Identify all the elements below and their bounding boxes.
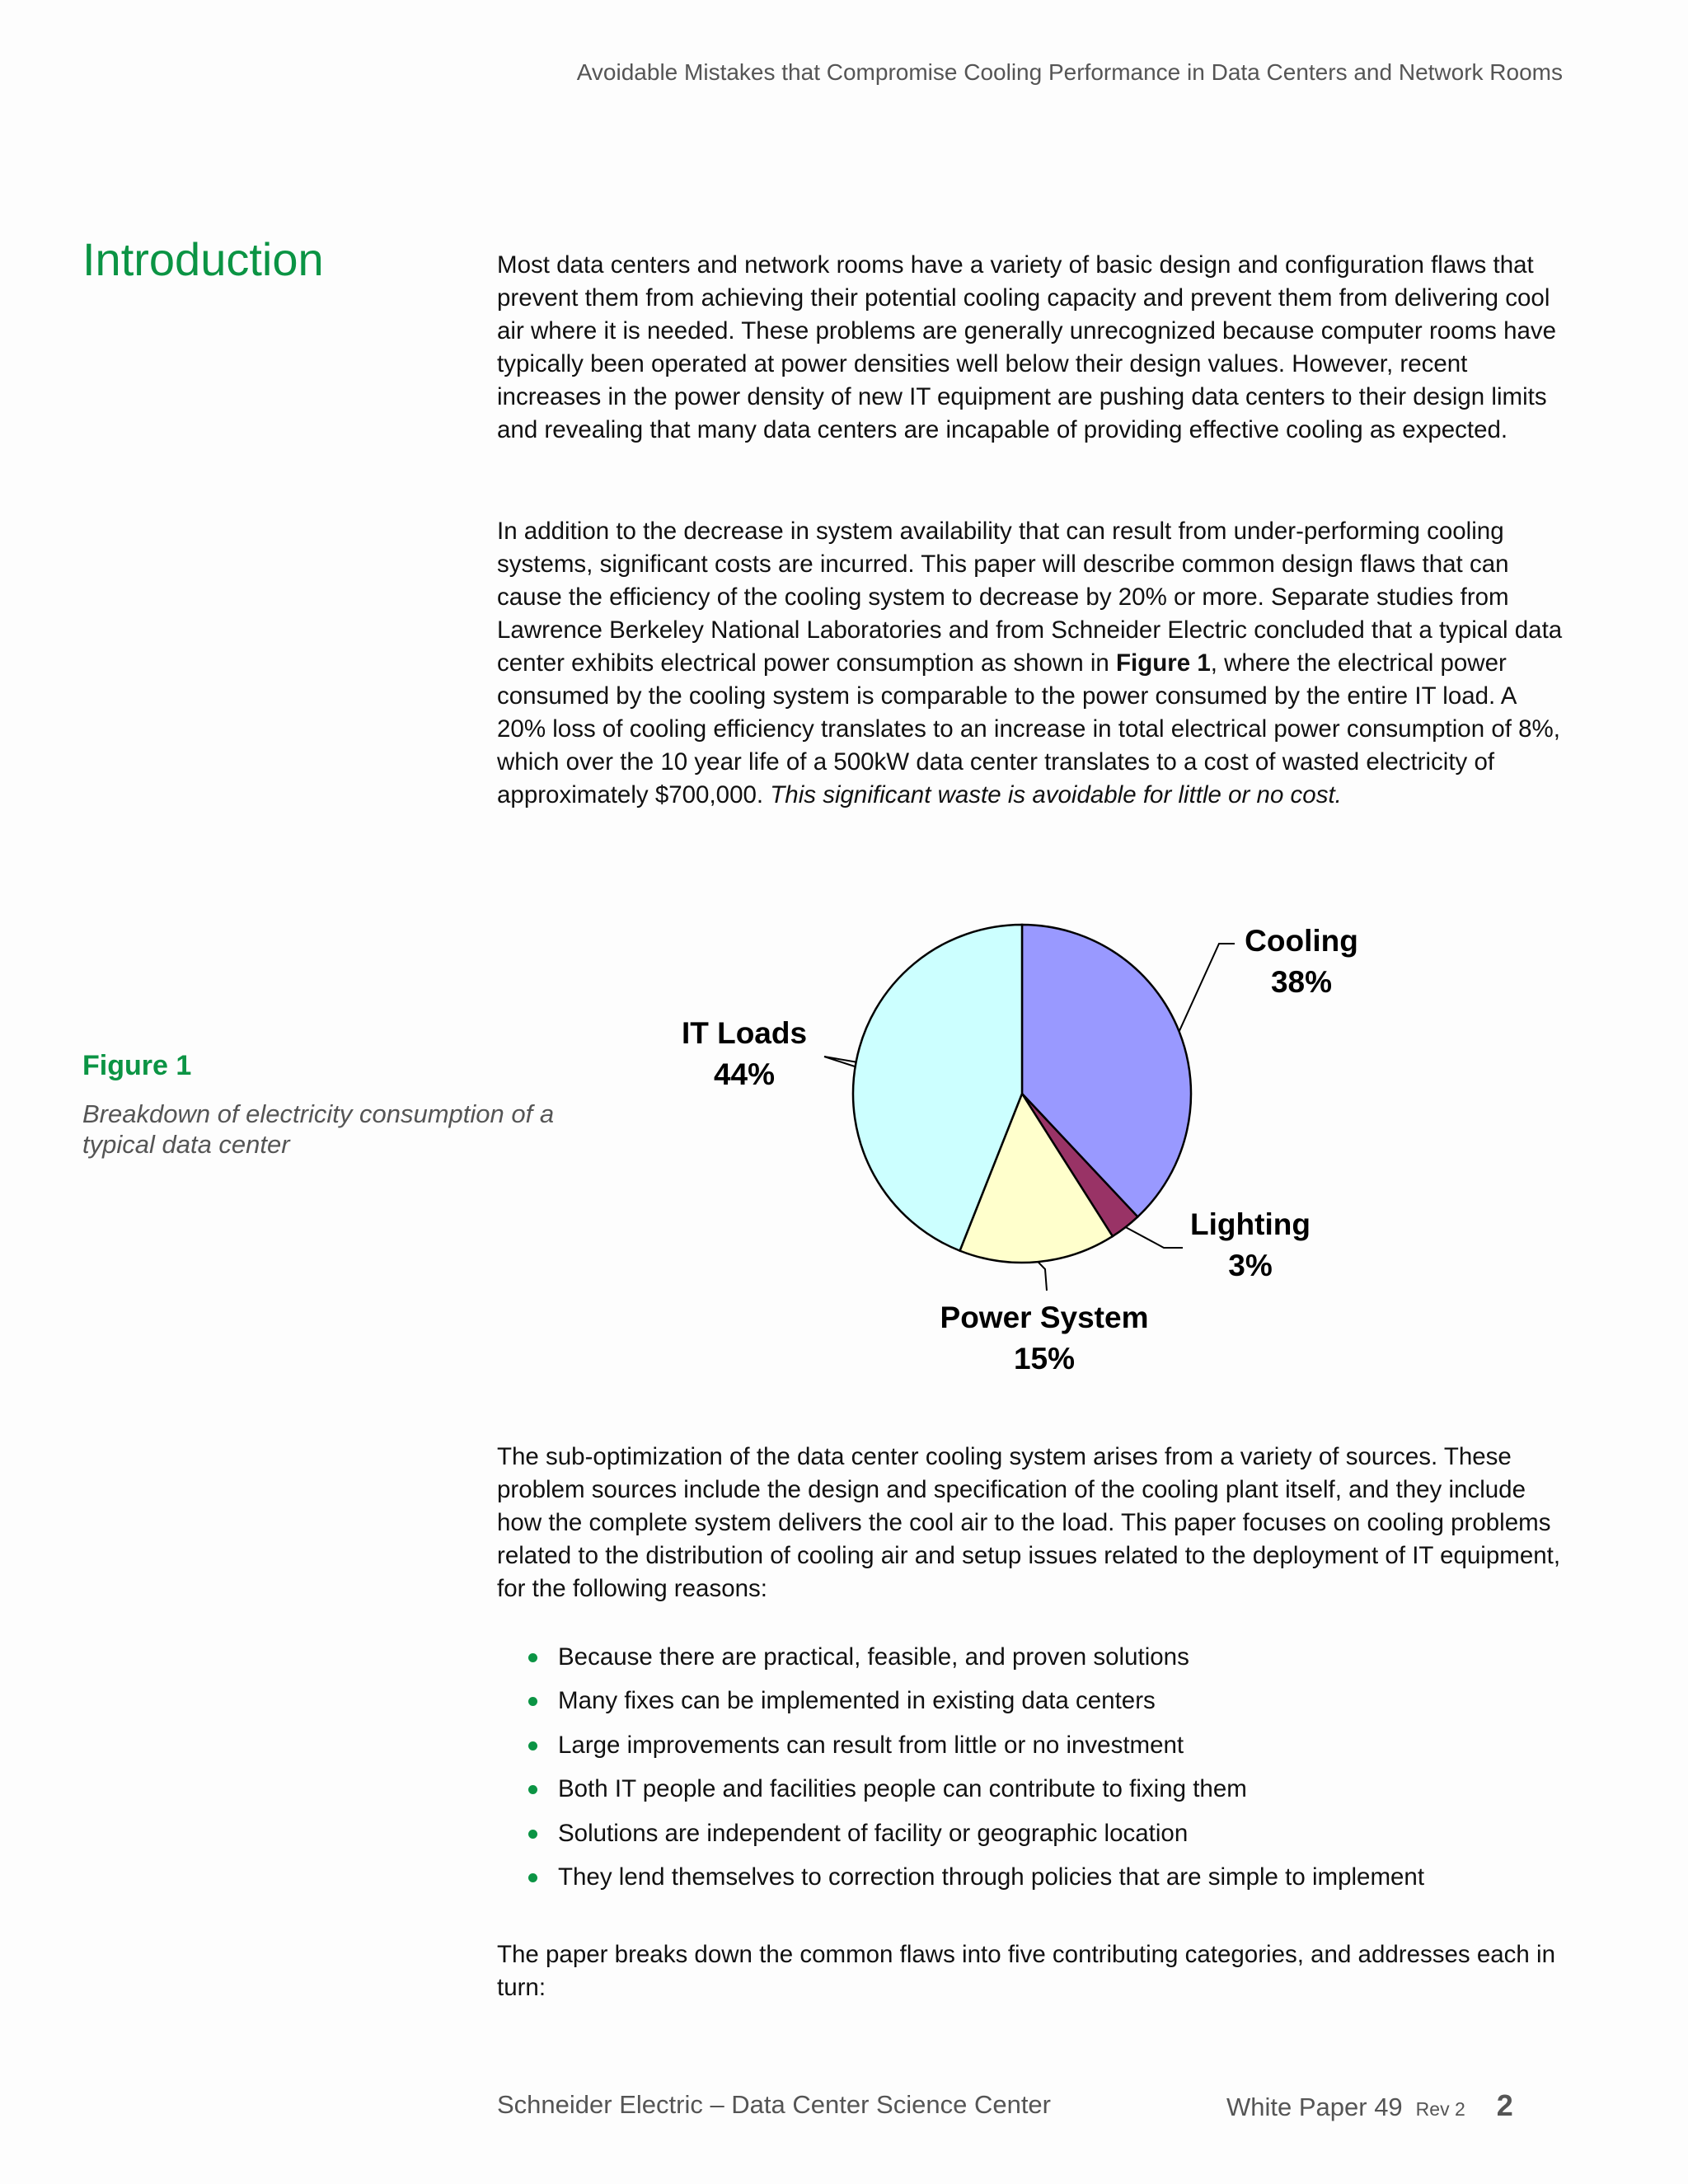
pie-label-power-system xyxy=(940,1301,1149,1376)
pie-label-it-loads xyxy=(682,1016,807,1091)
bullet-dot xyxy=(528,1653,537,1662)
section-title: Introduction xyxy=(82,233,324,285)
paragraph-reasons-intro: The sub-optimization of the data center cooling system arises from a variety of sources. These problem sources include the design and specification of the cooling plant itself, and they include how the complete system delivers the cool air to the load. This paper focuses on cooling problems related to the distribution of cooling air and setup issues related to the deployment of IT equipment, for the following reasons: xyxy=(497,1443,1561,1602)
pie-label-lighting xyxy=(1190,1207,1311,1282)
pie-label-power-system-value: 15% xyxy=(1013,1342,1076,1376)
list-item: Large improvements can result from little or no investment xyxy=(497,1729,1568,1773)
pie-label-lighting-value: 3% xyxy=(1228,1249,1273,1282)
pie-label-cooling-name: Cooling xyxy=(1245,924,1358,958)
paragraph-2-text-mid: , where the electrical power consumed by the cooling system is comparable to the power consumed by the entire IT load. A 20% loss of cooling efficiency translates to an increase in total electrical power consumption of 8%, which over the 10 year life of a 500kW data center translates to a cost of wasted electricity of approximately $700,000. xyxy=(497,649,1560,808)
bullet-dot xyxy=(528,1873,537,1882)
list-item: They lend themselves to correction through policies that are simple to implement xyxy=(497,1861,1568,1905)
bullet-dot xyxy=(528,1785,537,1794)
leader-line-it-loads xyxy=(824,1057,856,1066)
intro-paragraph-1: Most data centers and network rooms have a variety of basic design and configuration flaws that prevent them from achieving their potential cooling capacity and prevent them from delivering cool air where it is needed. These problems are generally unrecognized because computer rooms have typically been operated at power densities well below their design values. However, recent increases in the power density of new IT equipment are pushing data centers to their design limits and revealing that many data centers are incapable of providing effective cooling as expected. xyxy=(497,251,1557,443)
bullet-dot xyxy=(528,1697,537,1706)
bullet-dot xyxy=(528,1741,537,1750)
list-item: Many fixes can be implemented in existing data centers xyxy=(497,1685,1568,1728)
list-item: Both IT people and facilities people can contribute to fixing them xyxy=(497,1773,1568,1816)
bullet-dot xyxy=(528,1830,537,1839)
figure-reference: Figure 1 xyxy=(1115,649,1211,677)
leader-line-lighting xyxy=(1126,1227,1183,1248)
paragraph-2-text-start: In addition to the decrease in system availability that can result from under-performing cooling systems, significant costs are incurred. This paper will describe common design flaws that can cause the efficiency of the cooling system to decrease by 20% or more. Separate studies from Lawrence Berkeley National Laboratories and from Schneider Electric concluded that a typical data center exhibits electrical power consumption as shown in xyxy=(497,518,1563,677)
list-item: Because there are practical, feasible, and proven solutions xyxy=(497,1641,1568,1685)
page-number: 2 xyxy=(1496,2088,1513,2122)
pie-label-cooling xyxy=(1245,924,1358,999)
figure-label: Figure 1 xyxy=(82,1050,192,1081)
list-item: Solutions are independent of facility or geographic location xyxy=(497,1817,1568,1861)
footer-doc-info xyxy=(1226,2088,1513,2123)
pie-label-cooling-value: 38% xyxy=(1270,965,1333,999)
paragraph-categories-intro: The paper breaks down the common flaws into five contributing categories, and addresses each in turn: xyxy=(497,1941,1555,2001)
pie-label-it-loads-name: IT Loads xyxy=(681,1016,808,1050)
pie-label-it-loads-value: 44% xyxy=(713,1057,776,1091)
figure-caption: Breakdown of electricity consumption of a typical data center xyxy=(82,1099,555,1159)
footer-revision: Rev 2 xyxy=(1415,2098,1465,2120)
pie-label-power-system-name: Power System xyxy=(940,1301,1149,1334)
reasons-list xyxy=(497,1641,1568,1905)
pie-slices xyxy=(853,925,1191,1263)
pie-label-lighting-name: Lighting xyxy=(1190,1207,1311,1241)
footer-publisher: Schneider Electric – Data Center Science Center xyxy=(497,2090,1051,2119)
running-header: Avoidable Mistakes that Compromise Cooling Performance in Data Centers and Network Rooms xyxy=(576,59,1563,85)
leader-line-cooling xyxy=(1179,944,1235,1032)
paragraph-2-emphasis: This significant waste is avoidable for little or no cost. xyxy=(770,781,1342,808)
footer-white-paper: White Paper 49 xyxy=(1226,2093,1403,2121)
leader-line-power-system xyxy=(1038,1262,1047,1291)
